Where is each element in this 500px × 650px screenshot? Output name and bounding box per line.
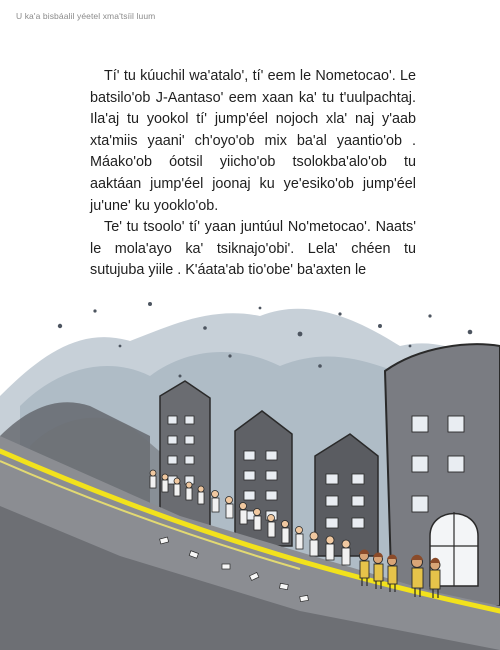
story-paragraph-1: Tí' tu kúuchil wa'atalo', tí' eem le Nometocao'. Le batsilo'ob J-Aantaso' eem xaan ka' tu t'uulpachtaj. Ila'aj tu yookol tí' jump'éel nojoch xla' naj y'aab xta'miis yaani' ch'oyo'ob mix ba'al yaantio'ob . Máako'ob óotsil yiicho'ob tsolokba'alo'ob tu aaktáan jump'éel joonaj ku ye'esiko'ob jump'éel ju'une' ku yooklo'ob. [90,68,416,214]
story-paragraph-2: Te' tu tsoolo' tí' yaan juntúul No'metocao'. Naats' le mola'ayo ka' tsiknajo'obi'. Lela' chéen tu sutujuba yiile . K'áata'ab tio'obe' ba'axten le [90,219,416,279]
story-text [90,66,416,282]
building-foreground-right [385,344,500,606]
running-header: U ka'a bisbáalil yéetel xma'tsíil luum [16,11,156,21]
city-street-queue-illustration [0,286,500,650]
building-center-right [315,434,378,556]
